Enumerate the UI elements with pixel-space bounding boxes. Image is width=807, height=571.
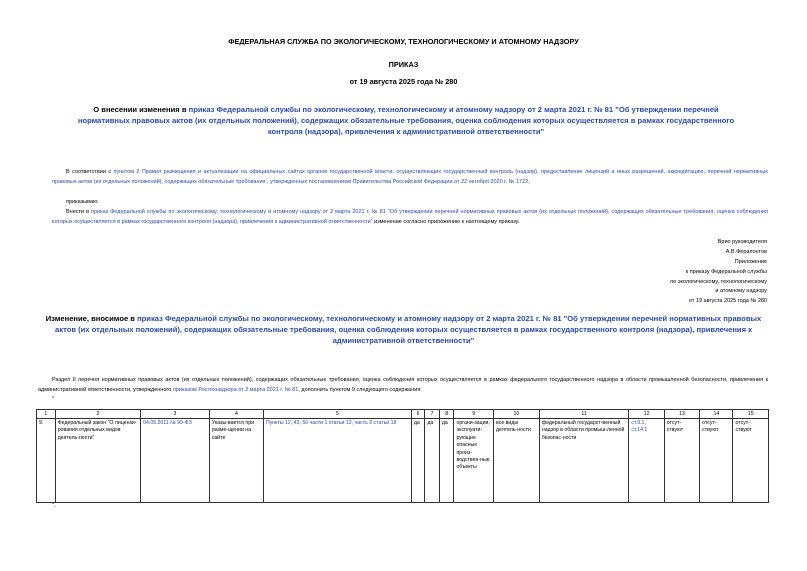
table-header-cell: 3 xyxy=(141,410,210,419)
appendix-header xyxy=(567,258,767,307)
absent-cell: отсут-ствуют xyxy=(664,419,699,503)
preamble-end: , xyxy=(528,178,530,185)
absent-cell: отсут-ствуют xyxy=(733,419,769,503)
subjects-cell: органи-зации, эксплуати-рующие опасные произ-водствен-ные объекты xyxy=(454,419,494,503)
order-title-link[interactable]: приказ Федеральной службы по экологическому, технологическому и атомному надзору от 2 марта 2021 г. № 81 "Об утверждении перечней нормативных правовых актов (их отдельных положений), содержащих обязательные требования, оценка соблюдения которых осуществляется в рамках государственного контроля (надзора), привлечения к административной ответственности" xyxy=(77,105,735,136)
flag-cell: да xyxy=(439,419,454,503)
table-header-cell: 15 xyxy=(733,410,769,419)
preamble-text: В соответствии с xyxy=(66,169,114,175)
appendix-line: к приказу Федеральной службы xyxy=(685,268,767,275)
order-end: изменение согласно приложению к настоящему приказу. xyxy=(372,218,520,225)
change-body-text: Раздел II перечня нормативных правовых актов (их отдельных положений), содержащих обязательные требования, оценка соблюдения которых осуществляется в рамках федерального государственного надзора в области промышленной безопасности, привлечения к административной ответственности, утвержденного xyxy=(38,377,768,393)
table-header-row xyxy=(37,410,769,419)
appendix-line: от 19 августа 2025 года № 280 xyxy=(688,298,767,305)
table-header-cell: 1 xyxy=(37,410,56,419)
table-header-cell: 7 xyxy=(425,410,440,419)
change-body-link[interactable]: приказом Ростехнадзора от 2 марта 2021 г. № 81 xyxy=(172,386,299,393)
table-header-cell: 12 xyxy=(629,410,664,419)
table-header-cell: 8 xyxy=(439,410,454,419)
agency-heading: ФЕДЕРАЛЬНАЯ СЛУЖБА ПО ЭКОЛОГИЧЕСКОМУ, ТЕХНОЛОГИЧЕСКОМУ И АТОМНОМУ НАДЗОРУ xyxy=(228,37,579,46)
flag-cell: да xyxy=(411,419,425,503)
row-number: 9. xyxy=(37,419,56,503)
appendix-line: и атомному надзору xyxy=(715,288,767,295)
table-header-cell: 5 xyxy=(263,410,411,419)
change-body xyxy=(38,376,768,395)
absent-cell: отсут-ствуют xyxy=(700,419,733,503)
control-type-cell: федеральный государст-венный надзор в области промыш-ленной безопас-ности xyxy=(539,419,629,503)
doc-type-heading: ПРИКАЗ xyxy=(388,60,419,69)
signature-role: Врио руководителя xyxy=(717,239,767,245)
appendix-line: по экологическому, технологическому xyxy=(670,278,767,285)
table-header-cell: 14 xyxy=(700,410,733,419)
quote-close: ". xyxy=(52,503,56,509)
order-title-prefix: О внесении изменения в xyxy=(93,105,189,114)
table-header-cell: 4 xyxy=(209,410,263,419)
quote-open: " xyxy=(52,397,55,403)
act-name: Федеральный закон "О лицензи-рования отдельных видов деятель-ности" xyxy=(55,419,140,503)
change-body-end: , дополнить пунктом 9 следующего содержания: xyxy=(298,386,422,393)
acts-table xyxy=(36,409,769,503)
table-header-cell: 10 xyxy=(494,410,540,419)
change-title-link[interactable]: приказ Федеральной службы по экологическому, технологическому и атомному надзору от 2 марта 2021 г. № 81 "Об утверждении перечней нормативных правовых актов (их отдельных положений), содержащих обязательные требования, оценка соблюдения которых осуществляется в рамках государственного контроля (надзора), привлечения к административной ответственности" xyxy=(55,314,762,345)
change-title xyxy=(36,313,771,346)
order-text: Внести в xyxy=(66,209,91,215)
signature-name: А.В.Ферапонтов xyxy=(725,248,767,255)
table-header-cell: 11 xyxy=(539,410,629,419)
signature-block xyxy=(567,238,767,258)
table-header-cell: 2 xyxy=(55,410,140,419)
table-header-cell: 13 xyxy=(664,410,699,419)
act-date-link[interactable]: 04.05.2011 № 99-ФЗ xyxy=(141,419,210,503)
flag-cell: да xyxy=(425,419,440,503)
activity-cell: все виды деятель-ности xyxy=(494,419,540,503)
order-link[interactable]: приказ Федеральной службы по экологическому, технологическому и атомному надзору от 2 марта 2021 г. № 81 "Об утверждении перечней нормативных правовых актов (их отдельных положений), содержащих обязательные требования, оценка соблюдения которых осуществляется в рамках государственного контроля (надзора), привлечения к административной ответственности" xyxy=(52,209,768,225)
order-title xyxy=(70,104,742,137)
table-row xyxy=(37,419,769,503)
appendix-line: Приложение xyxy=(734,259,767,265)
table-header-cell: 6 xyxy=(411,410,425,419)
date-number-heading: от 19 августа 2025 года № 280 xyxy=(349,77,458,86)
act-provisions-link[interactable]: Пункты 12, 43, 50 части 1 статьи 12, часть 2 статьи 18 xyxy=(263,419,411,503)
table-header-cell: 9 xyxy=(454,410,494,419)
order-paragraph xyxy=(52,208,768,227)
liability-articles-link[interactable]: ст.9.1, ст.14.1 xyxy=(629,419,664,503)
act-details: Указы-вается при разме-щении на сайте xyxy=(209,419,263,503)
order-command: приказываю: xyxy=(66,199,99,205)
preamble-link[interactable]: пунктом 2 Правил размещения и актуализации на официальных сайтах органов государственной власти, осуществляющих государственный контроль (надзор), предоставление лицензий и иных разрешений, аккредитацию, перечней нормативных правовых актов (их отдельных положений), содержащих обязательные требования , утвержденных постановлением Правительства Российской Федерации от 22 октября 2020 г. № 1722 xyxy=(52,169,769,185)
preamble-paragraph xyxy=(52,168,768,187)
change-title-prefix: Изменение, вносимое в xyxy=(45,314,138,323)
